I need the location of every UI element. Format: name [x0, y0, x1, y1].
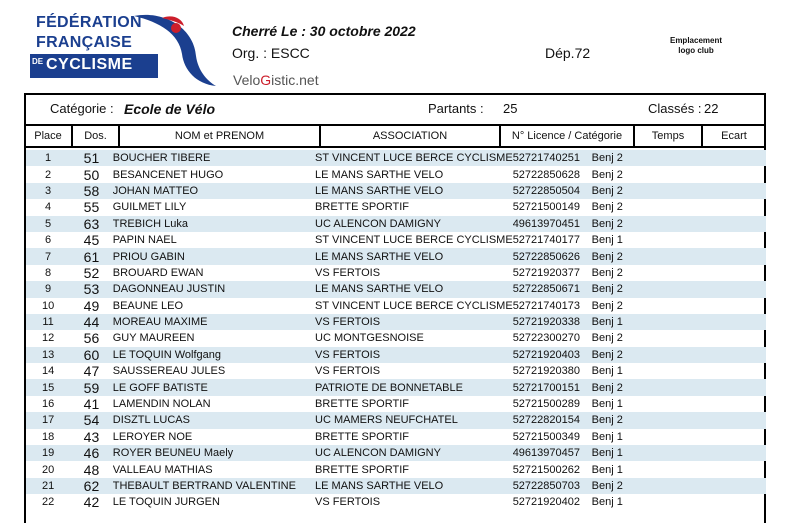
cell-temps-ecart	[649, 199, 766, 215]
table-row	[26, 494, 766, 510]
classes-label: Classés :	[648, 101, 702, 116]
classes-value: 22	[704, 101, 719, 116]
cell-temps-ecart	[649, 166, 766, 182]
cell-dos: 62	[70, 478, 113, 494]
cell-licence: 52722850628	[512, 168, 580, 181]
cell-name: PAPIN NAEL	[112, 234, 177, 247]
cell-temps-ecart	[649, 429, 766, 445]
cell-cat: Benj 1	[591, 365, 623, 378]
table-row	[26, 199, 766, 215]
cell-cat: Benj 2	[592, 150, 650, 166]
cell-name: LEROYER NOE	[112, 430, 193, 443]
table-row	[26, 429, 766, 445]
cell-name: LE GOFF BATISTE	[113, 379, 315, 395]
cell-place: 21	[26, 478, 70, 494]
cell-licence: 52722850626	[513, 248, 592, 264]
cell-dos: 51	[70, 150, 113, 166]
velogistic-link[interactable]	[233, 72, 319, 88]
cell-place: 12	[41, 332, 55, 345]
cell-assoc: ST VINCENT LUCE BERCE CYCLISME	[315, 150, 513, 166]
logo-line3: CYCLISME	[46, 56, 133, 73]
table-row	[26, 166, 766, 182]
cell-cat: Benj 2	[591, 299, 623, 312]
results-table	[26, 150, 766, 511]
cell-assoc: VS FERTOIS	[315, 266, 381, 279]
cell-dos: 41	[83, 396, 100, 413]
cell-place: 13	[26, 347, 70, 363]
cell-licence: 52721920402	[512, 496, 580, 509]
table-row	[26, 412, 766, 428]
cell-cat: Benj 2	[592, 281, 650, 297]
cell-licence: 52721500289	[512, 398, 580, 411]
cell-licence: 52721740251	[513, 150, 592, 166]
logo-line1: FÉDÉRATION	[36, 14, 142, 31]
cell-licence: 52721500149	[512, 201, 580, 214]
cell-assoc: PATRIOTE DE BONNETABLE	[315, 379, 513, 395]
cell-dos: 42	[83, 494, 100, 511]
cell-licence: 49613970451	[513, 216, 592, 232]
cell-assoc: BRETTE SPORTIF	[315, 398, 409, 411]
cell-licence: 52721920380	[512, 365, 580, 378]
cell-temps-ecart	[649, 248, 766, 264]
cell-name: LE TOQUIN Wolfgang	[113, 347, 315, 363]
velo-part-g: G	[260, 72, 272, 88]
cell-temps-ecart	[649, 347, 766, 363]
department: Dép.72	[545, 45, 591, 61]
cell-licence: 49613970457	[513, 445, 592, 461]
cell-dos: 60	[70, 347, 113, 363]
cell-cat: Benj 2	[591, 266, 623, 279]
organizer: Org. : ESCC	[232, 45, 310, 61]
cell-assoc: VS FERTOIS	[315, 496, 381, 509]
cell-place: 10	[41, 299, 55, 312]
cell-dos: 47	[83, 363, 100, 380]
cell-assoc: LE MANS SARTHE VELO	[315, 248, 513, 264]
cell-dos: 61	[70, 248, 113, 264]
velo-part-a: Velo	[233, 72, 261, 88]
club-logo-placeholder	[650, 36, 742, 56]
cell-temps-ecart	[649, 281, 766, 297]
club-line1: Emplacement	[669, 36, 723, 45]
cell-temps-ecart	[649, 314, 766, 330]
cell-name: JOHAN MATTEO	[113, 183, 315, 199]
cell-assoc: LE MANS SARTHE VELO	[315, 168, 444, 181]
cell-dos: 45	[83, 232, 100, 249]
cell-licence: 52721920403	[513, 347, 592, 363]
cell-temps-ecart	[649, 216, 766, 232]
table-row	[26, 314, 766, 330]
cell-assoc: UC MAMERS NEUFCHATEL	[315, 412, 513, 428]
cell-licence: 52722850671	[513, 281, 592, 297]
cell-temps-ecart	[649, 478, 766, 494]
table-row	[26, 248, 766, 264]
club-line2: logo club	[678, 46, 714, 55]
cell-name: ROYER BEUNEU Maely	[113, 445, 315, 461]
cell-place: 7	[26, 248, 70, 264]
cell-cat: Benj 1	[591, 430, 623, 443]
cell-place: 19	[26, 445, 70, 461]
table-row	[26, 396, 766, 412]
cell-place: 22	[41, 496, 55, 509]
cell-assoc: LE MANS SARTHE VELO	[315, 183, 513, 199]
cell-place: 15	[26, 379, 70, 395]
table-row	[26, 183, 766, 199]
cell-temps-ecart	[649, 265, 766, 281]
cell-assoc: BRETTE SPORTIF	[315, 201, 409, 214]
cell-name: LAMENDIN NOLAN	[112, 398, 211, 411]
cell-assoc: ST VINCENT LUCE BERCE CYCLISME	[315, 299, 513, 312]
cell-place: 5	[26, 216, 70, 232]
table-row	[26, 216, 766, 232]
cell-licence: 52721500262	[512, 463, 580, 476]
table-row	[26, 281, 766, 297]
cell-assoc: ST VINCENT LUCE BERCE CYCLISME	[315, 234, 513, 247]
cell-licence: 52722850703	[513, 478, 592, 494]
cell-name: SAUSSEREAU JULES	[112, 365, 226, 378]
cell-licence: 52721920377	[512, 266, 580, 279]
cyclist-swoosh-icon	[124, 8, 218, 90]
cell-name: DAGONNEAU JUSTIN	[113, 281, 315, 297]
cell-temps-ecart	[649, 461, 766, 477]
cell-temps-ecart	[649, 232, 766, 248]
table-row	[26, 363, 766, 379]
cell-dos: 50	[83, 166, 100, 183]
cell-place: 17	[26, 412, 70, 428]
cell-dos: 44	[70, 314, 113, 330]
cell-cat: Benj 2	[592, 248, 650, 264]
cell-name: PRIOU GABIN	[113, 248, 315, 264]
cell-cat: Benj 2	[592, 379, 650, 395]
cell-name: THEBAULT BERTRAND VALENTINE	[113, 478, 315, 494]
col-header-ecart: Ecart	[702, 124, 766, 148]
velo-part-b: istic.net	[271, 72, 319, 88]
cell-dos: 46	[70, 445, 113, 461]
cell-dos: 53	[70, 281, 113, 297]
cell-cat: Benj 1	[591, 234, 623, 247]
cell-licence: 52722820154	[513, 412, 592, 428]
cell-name: BESANCENET HUGO	[112, 168, 224, 181]
category-value: Ecole de Vélo	[124, 101, 216, 117]
cell-dos: 58	[70, 183, 113, 199]
cell-licence: 52722300270	[512, 332, 580, 345]
cell-assoc: VS FERTOIS	[315, 347, 513, 363]
table-row	[26, 379, 766, 395]
cell-cat: Benj 2	[592, 216, 650, 232]
cell-assoc: UC MONTGESNOISE	[315, 332, 424, 345]
cell-cat: Benj 1	[591, 398, 623, 411]
table-row	[26, 232, 766, 248]
event-date: Cherré Le : 30 octobre 2022	[232, 23, 416, 39]
table-row	[26, 445, 766, 461]
cell-name: DISZTL LUCAS	[113, 412, 315, 428]
ffc-logo	[28, 8, 218, 88]
cell-cat: Benj 2	[591, 201, 623, 214]
cell-licence: 52721740177	[512, 234, 580, 247]
cell-name: LE TOQUIN JURGEN	[112, 496, 220, 509]
cell-name: VALLEAU MATHIAS	[112, 463, 213, 476]
cell-cat: Benj 1	[591, 496, 623, 509]
cell-licence: 52721500349	[512, 430, 580, 443]
cell-place: 1	[26, 150, 70, 166]
category-label: Catégorie :	[50, 101, 114, 116]
col-header-place: Place	[24, 124, 72, 148]
cell-temps-ecart	[649, 150, 766, 166]
col-header-dos: Dos.	[72, 124, 119, 148]
table-row	[26, 150, 766, 166]
cell-dos: 54	[70, 412, 113, 428]
cell-place: 14	[41, 365, 55, 378]
table-row	[26, 347, 766, 363]
cell-cat: Benj 2	[592, 183, 650, 199]
cell-name: BOUCHER TIBERE	[113, 150, 315, 166]
col-header-temps: Temps	[634, 124, 702, 148]
cell-place: 11	[26, 314, 70, 330]
logo-line2: FRANÇAISE	[36, 34, 133, 51]
cell-place: 20	[41, 463, 55, 476]
cell-cat: Benj 1	[592, 445, 650, 461]
cell-assoc: BRETTE SPORTIF	[315, 430, 409, 443]
cell-dos: 52	[83, 264, 100, 281]
cell-place: 16	[41, 398, 55, 411]
col-header-assoc: ASSOCIATION	[320, 124, 500, 148]
cell-licence: 52721920338	[513, 314, 592, 330]
category-row	[24, 95, 766, 123]
cell-place: 8	[45, 266, 52, 279]
cell-place: 6	[45, 234, 52, 247]
cell-name: MOREAU MAXIME	[113, 314, 315, 330]
table-row	[26, 461, 766, 477]
cell-licence: 52722850504	[513, 183, 592, 199]
cell-cat: Benj 1	[591, 463, 623, 476]
cell-licence: 52721740173	[512, 299, 580, 312]
cell-cat: Benj 2	[592, 412, 650, 428]
cell-name: GUY MAUREEN	[112, 332, 195, 345]
cell-temps-ecart	[649, 330, 766, 346]
cell-assoc: LE MANS SARTHE VELO	[315, 281, 513, 297]
cell-place: 3	[26, 183, 70, 199]
cell-name: BEAUNE LEO	[112, 299, 184, 312]
cell-temps-ecart	[649, 494, 766, 510]
cell-place: 18	[41, 430, 55, 443]
cell-name: TREBICH Luka	[113, 216, 315, 232]
cell-name: GUILMET LILY	[112, 201, 187, 214]
cell-cat: Benj 2	[591, 332, 623, 345]
cell-dos: 55	[83, 199, 100, 216]
cell-temps-ecart	[649, 379, 766, 395]
cell-assoc: VS FERTOIS	[315, 365, 381, 378]
table-row	[26, 478, 766, 494]
col-header-name: NOM et PRENOM	[119, 124, 320, 148]
cell-place: 9	[26, 281, 70, 297]
table-row	[26, 298, 766, 314]
cell-assoc: VS FERTOIS	[315, 314, 513, 330]
cell-dos: 63	[70, 216, 113, 232]
cell-temps-ecart	[649, 445, 766, 461]
table-row	[26, 265, 766, 281]
logo-de: DE	[32, 57, 44, 66]
cell-dos: 43	[83, 428, 100, 445]
col-header-licence: N° Licence / Catégorie	[500, 124, 634, 148]
cell-name: BROUARD EWAN	[112, 266, 204, 279]
cell-cat: Benj 2	[591, 168, 623, 181]
partants-label: Partants :	[428, 101, 484, 116]
cell-temps-ecart	[649, 363, 766, 379]
cell-temps-ecart	[649, 412, 766, 428]
cell-cat: Benj 1	[592, 314, 650, 330]
cell-dos: 59	[70, 379, 113, 395]
cell-temps-ecart	[649, 298, 766, 314]
cell-assoc: BRETTE SPORTIF	[315, 463, 409, 476]
cell-assoc: LE MANS SARTHE VELO	[315, 478, 513, 494]
cell-assoc: UC ALENCON DAMIGNY	[315, 445, 513, 461]
table-row	[26, 330, 766, 346]
cell-place: 2	[45, 168, 52, 181]
cell-dos: 48	[83, 461, 100, 478]
cell-temps-ecart	[649, 183, 766, 199]
cell-dos: 49	[83, 297, 100, 314]
cell-assoc: UC ALENCON DAMIGNY	[315, 216, 513, 232]
partants-value: 25	[503, 101, 518, 116]
cell-place: 4	[45, 201, 52, 214]
cell-cat: Benj 2	[592, 478, 650, 494]
cell-licence: 52721700151	[513, 379, 592, 395]
cell-temps-ecart	[649, 396, 766, 412]
cell-dos: 56	[83, 330, 100, 347]
cell-cat: Benj 2	[592, 347, 650, 363]
